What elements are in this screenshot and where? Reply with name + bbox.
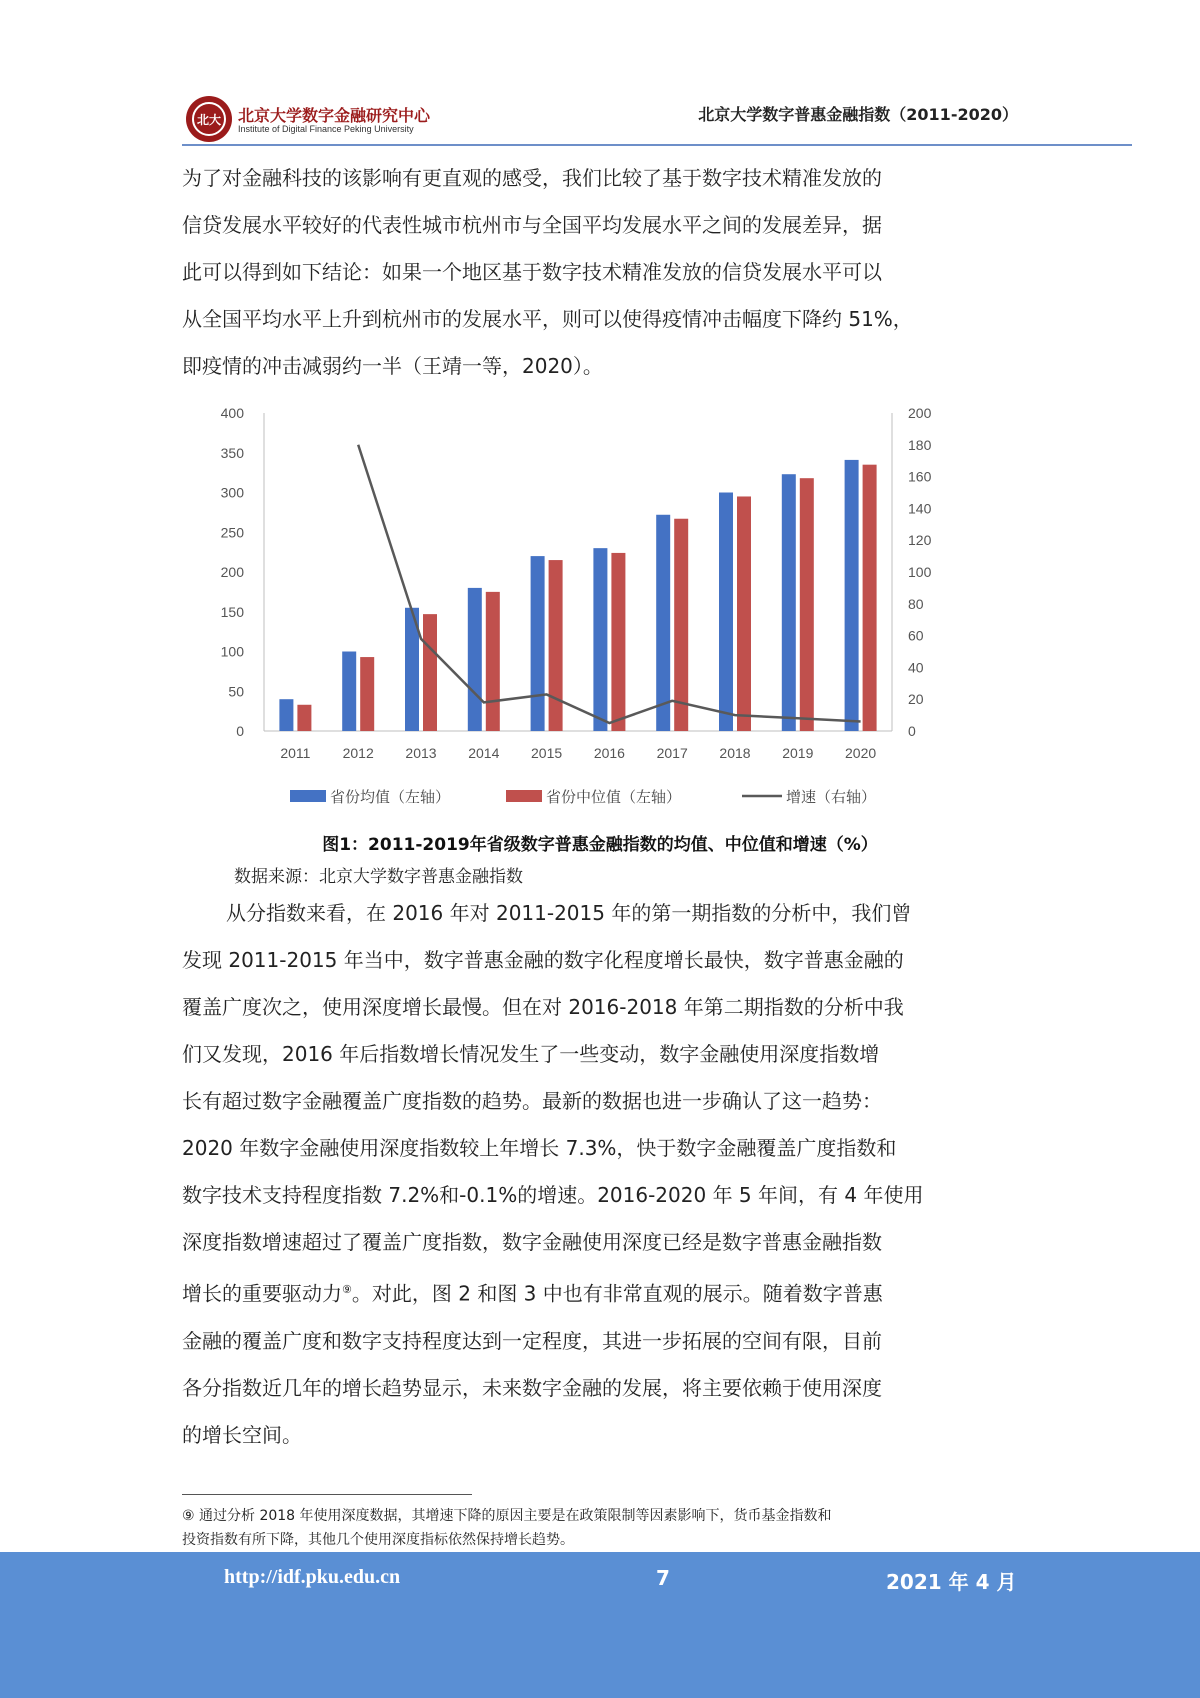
x-tick-label: 2012	[342, 745, 374, 761]
org-name: 北京大学数字金融研究中心	[238, 106, 431, 125]
y-left-tick-label: 350	[220, 444, 244, 461]
bar-median	[486, 592, 500, 731]
bar-mean	[593, 548, 607, 731]
x-tick-label: 2016	[593, 745, 625, 761]
text-line: 们又发现，2016 年后指数增长情况发生了一些变动，数字金融使用深度指数增	[182, 1042, 880, 1066]
footnote-ref[interactable]: ⑨	[342, 1283, 352, 1296]
x-tick-label: 2014	[468, 745, 500, 761]
paragraph-intro	[182, 155, 1022, 390]
bar-median	[863, 465, 877, 731]
bar-mean	[531, 556, 545, 731]
footnote	[182, 1504, 832, 1552]
y-right-tick-label: 200	[908, 405, 932, 421]
x-tick-label: 2011	[280, 745, 311, 761]
text-line: 覆盖广度次之，使用深度增长最慢。但在对 2016-2018 年第二期指数的分析中我	[182, 995, 904, 1019]
y-left-tick-label: 50	[228, 683, 244, 700]
y-left-tick-label: 150	[220, 603, 244, 620]
y-left-tick-label: 100	[220, 643, 244, 660]
x-tick-label: 2015	[531, 745, 563, 761]
text-line: 发现 2011-2015 年当中，数字普惠金融的数字化程度增长最快，数字普惠金融的	[182, 948, 904, 972]
y-left-tick-label: 400	[220, 405, 244, 421]
text-segment: 增长的重要驱动力	[182, 1281, 342, 1306]
text-segment: 。对此，图 2 和图 3 中也有非常直观的展示。随着数字普惠	[351, 1281, 883, 1306]
text-line: 数字技术支持程度指数 7.2%和-0.1%的增速。2016-2020 年 5 年间，有 4 年使用	[182, 1183, 924, 1207]
bar-median	[360, 657, 374, 731]
y-left-tick-label: 300	[220, 484, 244, 501]
bar-median	[297, 705, 311, 731]
y-right-tick-label: 160	[908, 468, 932, 485]
text-line: 长有超过数字金融覆盖广度指数的趋势。最新的数据也进一步确认了这一趋势：	[182, 1089, 882, 1113]
y-right-tick-label: 80	[908, 595, 924, 612]
text-line: 2020 年数字金融使用深度指数较上年增长 7.3%，快于数字金融覆盖广度指数和	[182, 1136, 897, 1160]
pku-logo-icon	[186, 96, 232, 142]
page-footer	[0, 1552, 1200, 1698]
figure-caption: 图1：2011-2019年省级数字普惠金融指数的均值、中位值和增速（%）	[322, 835, 878, 855]
legend-label: 省份中位值（左轴）	[546, 788, 682, 806]
bar-median	[611, 553, 625, 731]
bar-median	[737, 496, 751, 731]
page-header	[0, 0, 1200, 150]
y-left-tick-label: 200	[220, 564, 244, 580]
logo-text: 北大	[192, 102, 226, 136]
index-chart	[182, 395, 962, 823]
page-number: 7	[656, 1566, 670, 1590]
footnote-divider	[182, 1494, 472, 1495]
y-right-tick-label: 120	[908, 532, 932, 549]
y-right-tick-label: 180	[908, 436, 932, 453]
x-tick-label: 2019	[782, 745, 814, 761]
y-right-tick-label: 100	[908, 564, 932, 580]
figure-source: 数据来源：北京大学数字普惠金融指数	[234, 867, 523, 887]
org-subtitle: Institute of Digital Finance Peking University	[238, 124, 414, 134]
bar-median	[674, 519, 688, 731]
header-divider	[182, 144, 1132, 146]
x-tick-label: 2020	[845, 745, 877, 761]
y-right-tick-label: 60	[908, 627, 924, 644]
bar-mean	[279, 699, 293, 731]
x-tick-label: 2013	[405, 745, 437, 761]
text-line: 即疫情的冲击减弱约一半（王靖一等，2020）。	[182, 354, 603, 378]
footnote-line: ⑨ 通过分析 2018 年使用深度数据，其增速下降的原因主要是在政策限制等因素影响下，货币基金指数和	[182, 1508, 832, 1524]
y-left-tick-label: 250	[220, 524, 244, 541]
bar-median	[800, 478, 814, 731]
bar-mean	[342, 652, 356, 732]
text-line: 此可以得到如下结论：如果一个地区基于数字技术精准发放的信贷发展水平可以	[182, 260, 882, 284]
bar-mean	[656, 515, 670, 731]
bar-mean	[845, 460, 859, 731]
footer-url-link[interactable]: http://idf.pku.edu.cn	[224, 1566, 401, 1588]
bar-median	[549, 560, 563, 731]
bar-mean	[782, 474, 796, 731]
bar-mean	[468, 588, 482, 731]
bar-median	[423, 614, 437, 731]
bar-mean	[719, 493, 733, 732]
text-line: 各分指数近几年的增长趋势显示，未来数字金融的发展，将主要依赖于使用深度	[182, 1375, 882, 1400]
y-right-tick-label: 0	[908, 723, 916, 739]
footnote-line: 投资指数有所下降，其他几个使用深度指标依然保持增长趋势。	[182, 1532, 574, 1548]
legend-label: 增速（右轴）	[786, 788, 877, 806]
text-line	[182, 1266, 1022, 1318]
x-tick-label: 2017	[656, 745, 688, 761]
paragraph-analysis	[182, 890, 1022, 1459]
text-line: 从全国平均水平上升到杭州市的发展水平，则可以使得疫情冲击幅度下降约 51%，	[182, 307, 913, 331]
document-title: 北京大学数字普惠金融指数（2011-2020）	[698, 105, 1018, 124]
y-right-tick-label: 140	[908, 500, 932, 517]
text-line: 的增长空间。	[182, 1422, 302, 1447]
text-line: 金融的覆盖广度和数字支持程度达到一定程度，其进一步拓展的空间有限，目前	[182, 1328, 882, 1353]
footer-date: 2021 年 4 月	[886, 1570, 1017, 1594]
text-line: 从分指数来看，在 2016 年对 2011-2015 年的第一期指数的分析中，我们曾	[226, 901, 912, 925]
y-right-tick-label: 20	[908, 691, 924, 708]
text-line: 信贷发展水平较好的代表性城市杭州市与全国平均发展水平之间的发展差异，据	[182, 213, 882, 237]
y-left-tick-label: 0	[236, 723, 244, 739]
legend-swatch	[290, 790, 326, 802]
legend-label: 省份均值（左轴）	[330, 788, 451, 806]
y-right-tick-label: 40	[908, 659, 924, 676]
legend-swatch	[506, 790, 542, 802]
text-line: 为了对金融科技的该影响有更直观的感受，我们比较了基于数字技术精准发放的	[182, 166, 882, 190]
text-line: 深度指数增速超过了覆盖广度指数，数字金融使用深度已经是数字普惠金融指数	[182, 1230, 882, 1254]
x-tick-label: 2018	[719, 745, 751, 761]
